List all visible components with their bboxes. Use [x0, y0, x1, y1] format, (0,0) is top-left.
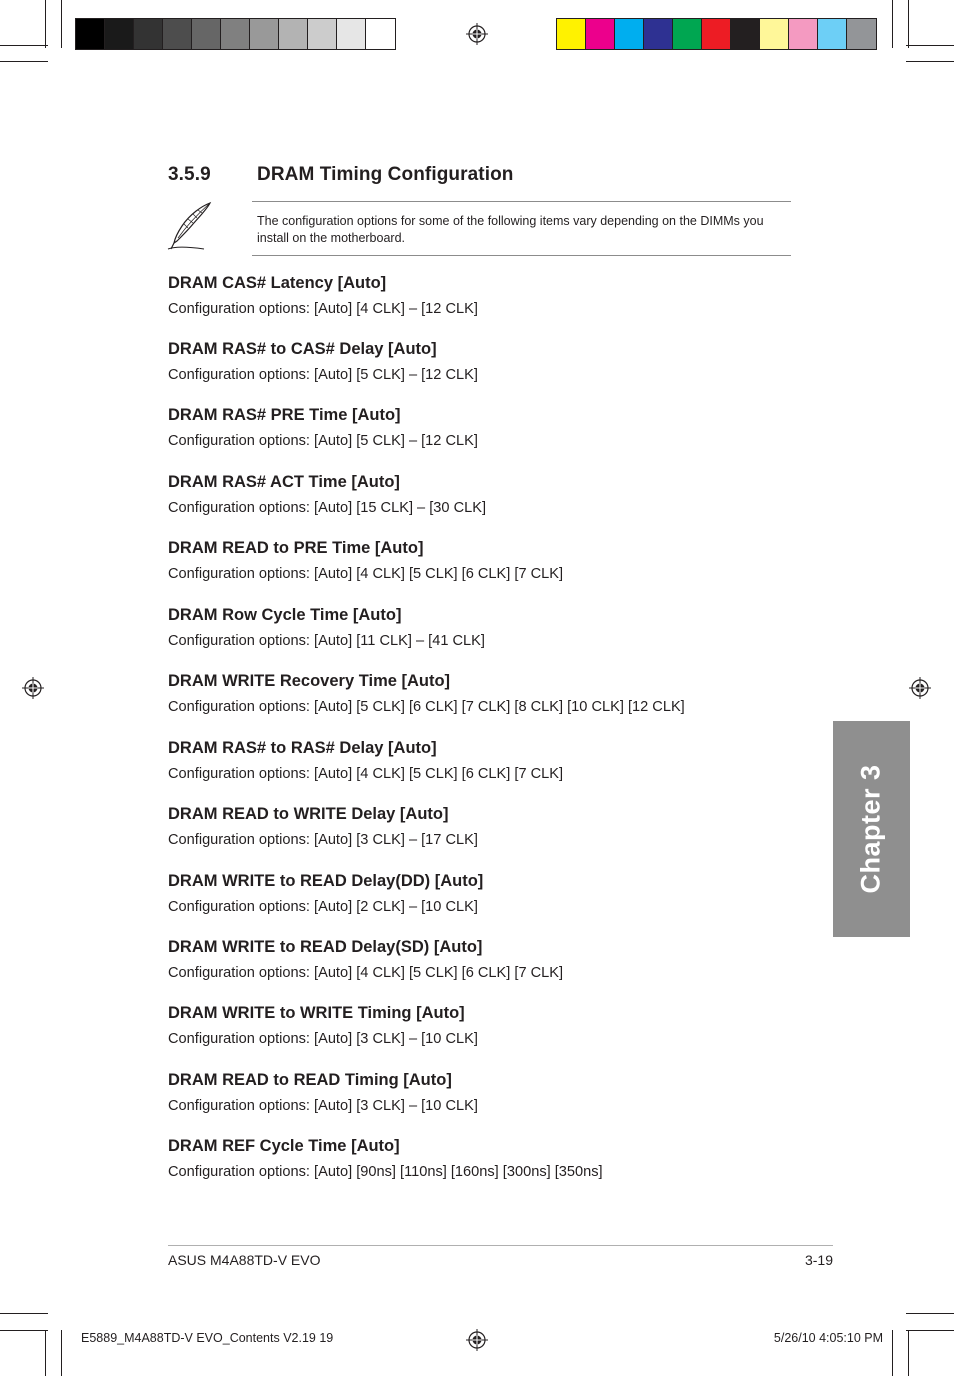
item-options: Configuration options: [Auto] [5 CLK] – [12 CLK]	[168, 433, 478, 449]
crop-mark	[61, 1330, 62, 1376]
item-options: Configuration options: [Auto] [5 CLK] [6 CLK] [7 CLK] [8 CLK] [10 CLK] [12 CLK]	[168, 699, 685, 715]
item-options: Configuration options: [Auto] [15 CLK] – [30 CLK]	[168, 500, 487, 516]
list-item	[168, 1070, 478, 1115]
item-title: DRAM RAS# to CAS# Delay [Auto]	[168, 340, 437, 358]
item-options: Configuration options: [Auto] [4 CLK] – [12 CLK]	[168, 301, 478, 317]
list-item	[168, 871, 483, 916]
list-item	[168, 472, 486, 517]
crop-mark	[892, 1330, 893, 1376]
color-swatch	[221, 19, 250, 49]
color-swatch	[731, 19, 760, 49]
color-swatch	[615, 19, 644, 49]
item-title: DRAM WRITE to WRITE Timing [Auto]	[168, 1004, 465, 1022]
list-item	[168, 937, 563, 982]
section-heading	[168, 164, 514, 186]
list-item	[168, 1003, 478, 1048]
registration-mark-icon	[466, 1329, 488, 1351]
list-item	[168, 1136, 603, 1181]
crop-mark	[45, 1330, 46, 1376]
item-title: DRAM READ to PRE Time [Auto]	[168, 539, 424, 557]
item-options: Configuration options: [Auto] [4 CLK] [5 CLK] [6 CLK] [7 CLK]	[168, 566, 564, 582]
item-title: DRAM WRITE to READ Delay(SD) [Auto]	[168, 938, 483, 956]
crop-mark	[906, 1313, 954, 1314]
item-title: DRAM RAS# PRE Time [Auto]	[168, 406, 401, 424]
list-item	[168, 405, 478, 450]
registration-mark-icon	[22, 677, 44, 699]
note-text: The configuration options for some of the following items vary depending on the DIMMs you install on the motherboard.	[257, 214, 764, 245]
color-swatch	[76, 19, 105, 49]
color-swatch	[308, 19, 337, 49]
crop-mark	[906, 45, 954, 46]
item-options: Configuration options: [Auto] [3 CLK] – [17 CLK]	[168, 832, 478, 848]
crop-mark	[892, 0, 893, 48]
color-swatch	[105, 19, 134, 49]
color-swatch	[673, 19, 702, 49]
color-swatch	[847, 19, 876, 49]
item-options: Configuration options: [Auto] [4 CLK] [5 CLK] [6 CLK] [7 CLK]	[168, 965, 564, 981]
color-swatch	[818, 19, 847, 49]
color-swatch	[279, 19, 308, 49]
note-box	[252, 201, 791, 256]
crop-mark	[0, 45, 48, 46]
item-title: DRAM WRITE to READ Delay(DD) [Auto]	[168, 872, 484, 890]
color-swatch	[250, 19, 279, 49]
color-swatch	[702, 19, 731, 49]
crop-mark	[61, 0, 62, 48]
item-title: DRAM CAS# Latency [Auto]	[168, 274, 387, 292]
crop-mark	[908, 1330, 909, 1376]
item-options: Configuration options: [Auto] [3 CLK] – [10 CLK]	[168, 1098, 478, 1114]
crop-mark	[908, 0, 909, 48]
color-swatch	[557, 19, 586, 49]
chapter-tab	[833, 721, 910, 937]
list-item	[168, 738, 563, 783]
section-number: 3.5.9	[168, 164, 211, 185]
list-item	[168, 605, 485, 650]
color-swatch	[789, 19, 818, 49]
item-options: Configuration options: [Auto] [90ns] [110ns] [160ns] [300ns] [350ns]	[168, 1164, 603, 1180]
item-title: DRAM WRITE Recovery Time [Auto]	[168, 672, 451, 690]
item-options: Configuration options: [Auto] [11 CLK] – [41 CLK]	[168, 633, 485, 649]
print-slug-date: 5/26/10 4:05:10 PM	[773, 1331, 883, 1345]
crop-mark	[0, 61, 48, 62]
item-title: DRAM READ to WRITE Delay [Auto]	[168, 805, 449, 823]
crop-mark	[0, 1313, 48, 1314]
footer-product-name: ASUS M4A88TD-V EVO	[168, 1252, 321, 1268]
process-color-bar	[556, 18, 877, 50]
list-item	[168, 538, 563, 583]
color-swatch	[586, 19, 615, 49]
color-swatch	[366, 19, 395, 49]
crop-mark	[0, 1330, 48, 1331]
item-title: DRAM REF Cycle Time [Auto]	[168, 1137, 400, 1155]
item-title: DRAM Row Cycle Time [Auto]	[168, 606, 402, 624]
crop-mark	[906, 1330, 954, 1331]
item-title: DRAM READ to READ Timing [Auto]	[168, 1071, 452, 1089]
item-options: Configuration options: [Auto] [4 CLK] [5 CLK] [6 CLK] [7 CLK]	[168, 766, 564, 782]
item-title: DRAM RAS# to RAS# Delay [Auto]	[168, 739, 437, 757]
color-swatch	[163, 19, 192, 49]
color-swatch	[134, 19, 163, 49]
page-number: 3-19	[804, 1252, 833, 1268]
footer-divider	[168, 1245, 833, 1246]
crop-mark	[906, 61, 954, 62]
color-swatch	[192, 19, 221, 49]
registration-mark-icon	[909, 677, 931, 699]
item-options: Configuration options: [Auto] [2 CLK] – [10 CLK]	[168, 899, 478, 915]
color-swatch	[644, 19, 673, 49]
pen-icon	[164, 200, 216, 252]
section-title: DRAM Timing Configuration	[257, 164, 514, 185]
color-swatch	[760, 19, 789, 49]
registration-mark-icon	[466, 23, 488, 45]
grayscale-color-bar	[75, 18, 396, 50]
item-options: Configuration options: [Auto] [3 CLK] – [10 CLK]	[168, 1031, 478, 1047]
item-title: DRAM RAS# ACT Time [Auto]	[168, 473, 400, 491]
color-swatch	[337, 19, 366, 49]
list-item	[168, 804, 478, 849]
crop-mark	[45, 0, 46, 48]
chapter-label: Chapter 3	[855, 764, 886, 894]
list-item	[168, 671, 685, 716]
list-item	[168, 273, 478, 318]
item-options: Configuration options: [Auto] [5 CLK] – [12 CLK]	[168, 367, 478, 383]
list-item	[168, 339, 478, 384]
print-slug-file: E5889_M4A88TD-V EVO_Contents V2.19 19	[81, 1331, 334, 1345]
